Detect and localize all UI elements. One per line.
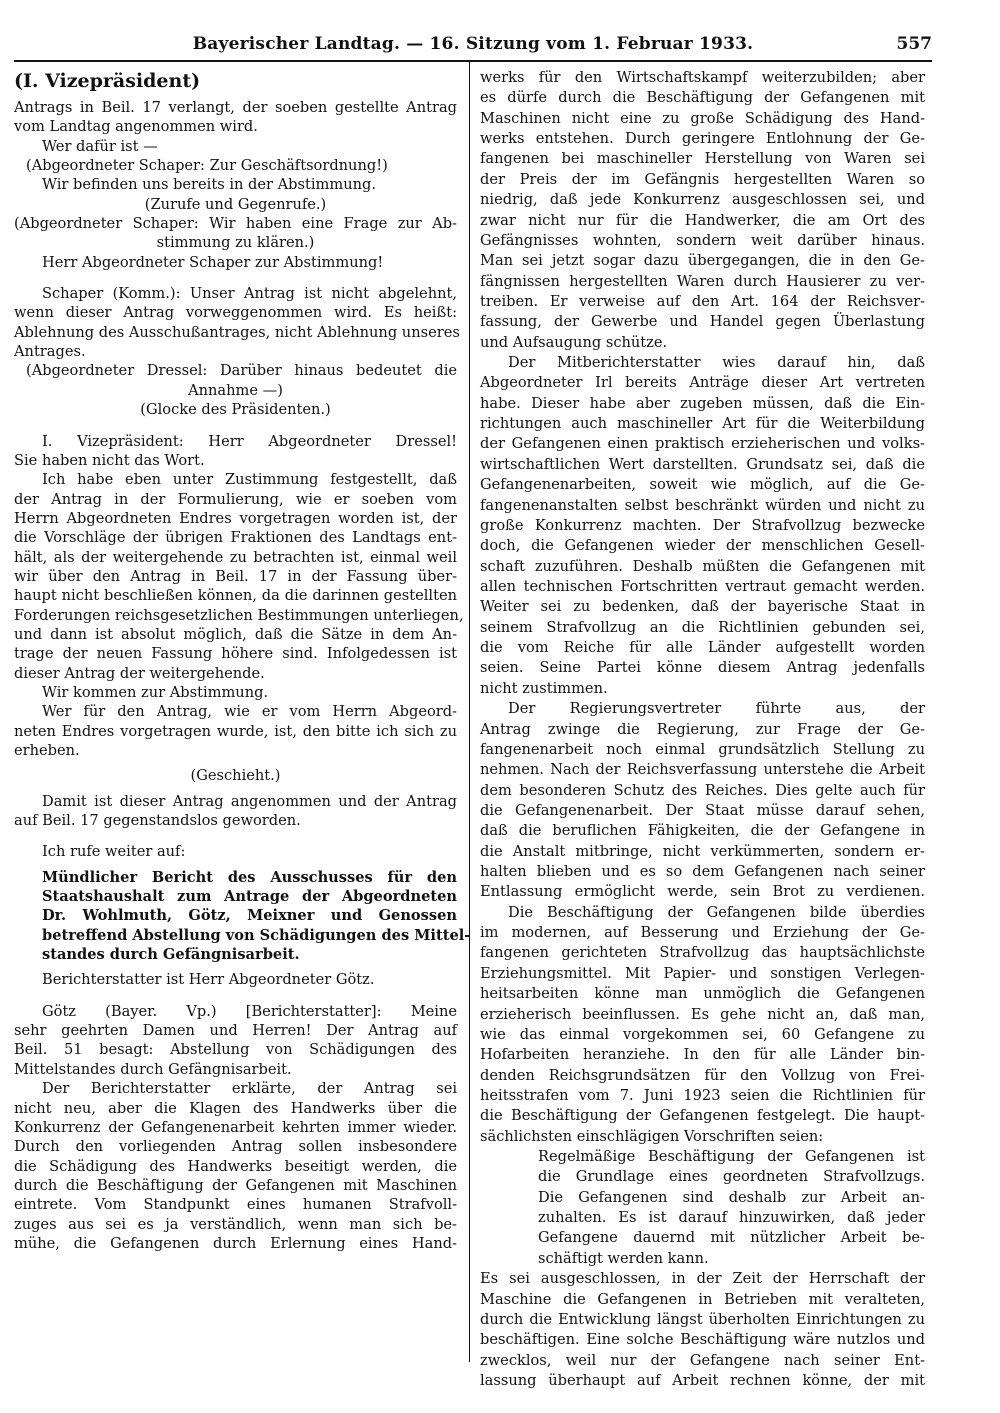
interjection: (Abgeordneter Dressel: Darüber hinaus bedeutet die [26, 362, 457, 380]
agenda-title: Dr. Wohlmuth, Götz, Meixner und Genossen [42, 907, 457, 925]
text-line: Herrn Abgeordneten Endres vorgetragen worden ist, der [14, 509, 457, 527]
text-line: Herr Abgeordneter Schaper zur Abstimmung! [42, 253, 384, 271]
text-line: wenn dieser Antrag vorweggenommen wird. Es heißt: [14, 304, 457, 322]
text-line: und Aufsaugung schütze. [480, 333, 668, 351]
text-line: Erziehungsmittel. Mit Papier- und sonstigen Verlegen- [480, 964, 925, 982]
text-line: Der Mitberichterstatter wies darauf hin, daß [508, 354, 925, 372]
text-line: Der Berichterstatter erklärte, der Antrag sei [42, 1080, 457, 1098]
text-line: Wir befinden uns bereits in der Abstimmung. [42, 176, 376, 194]
text-line: erzieherisch beeinflussen. Es gehe nicht an, daß man, [480, 1005, 925, 1023]
text-line: auf Beil. 17 gegenstandslos geworden. [14, 812, 301, 830]
text-line: fangenen bei maschineller Herstellung von Waren sei [480, 150, 925, 168]
quoted-rule: Gefangene dauernd mit nützlicher Arbeit be- [538, 1229, 925, 1247]
text-line: Gefängnisses wohnten, sondern weit darüber hinaus. [480, 231, 925, 249]
text-line: Maschine die Gefangenen in Betrieben mit veralteten, [480, 1290, 925, 1308]
quoted-rule: die Grundlage eines geordneten Strafvollzugs. [538, 1168, 925, 1186]
agenda-title: Mündlicher Bericht des Ausschusses für den [42, 868, 457, 886]
text-line: sehr geehrten Damen und Herren! Der Antrag auf [14, 1022, 457, 1040]
text-line: denden Reichsgrundsätzen für den Vollzug von Frei- [480, 1066, 925, 1084]
text-line: Ablehnung des Ausschußantrages, nicht Ablehnung unseres [14, 323, 460, 341]
text-line: fängnissen hergestellten Waren durch Hausierer zu ver- [480, 272, 925, 290]
speaker-line: I. Vizepräsident: Herr Abgeordneter Dressel! [42, 432, 457, 450]
interjection: (Abgeordneter Schaper: Zur Geschäftsordnung!) [26, 157, 388, 175]
text-line: heitsarbeiten könne man unmöglich die Gefangenen [480, 985, 925, 1003]
text-line: halten blieben und es so dem Gefangenen nach seiner [480, 863, 925, 881]
column-divider [469, 62, 470, 1362]
text-line: Ich rufe weiter auf: [42, 843, 186, 861]
text-line: Es sei ausgeschlossen, in der Zeit der Herrschaft der [480, 1270, 925, 1288]
running-title: Bayerischer Landtag. — 16. Sitzung vom 1. Februar 1933. [192, 34, 754, 54]
agenda-title: betreffend Abstellung von Schädigungen des Mittel- [42, 926, 471, 944]
interjection: Annahme —) [188, 381, 283, 399]
text-line: sächlichsten einschlägigen Vorschriften seien: [480, 1127, 824, 1145]
text-line: Sie haben nicht das Wort. [14, 451, 205, 469]
text-line: Maschinen nicht eine zu große Schädigung des Hand- [480, 109, 925, 127]
interjection: (Geschieht.) [190, 767, 281, 785]
right-column [480, 68, 925, 1389]
text-line: fangenenanstalten selbst beschränkt würden und nicht zu [480, 496, 925, 514]
text-line: die Anstalt mitbringe, nicht verkümmerten, sondern er- [480, 842, 925, 860]
interjection: (Abgeordneter Schaper: Wir haben eine Frage zur Ab- [14, 215, 457, 233]
text-line: heitsstrafen vom 7. Juni 1923 seien die Richtlinien für [480, 1086, 925, 1104]
text-line: durch die Entwicklung längst überholten Einrichtungen zu [480, 1310, 925, 1328]
text-line: der Antrag in der Formulierung, wie er soeben vom [14, 490, 457, 508]
text-line: Berichterstatter ist Herr Abgeordneter Götz. [42, 971, 375, 989]
text-line: und dann ist absolut möglich, daß die Sätze in dem An- [14, 625, 457, 643]
quoted-rule: Regelmäßige Beschäftigung der Gefangenen ist [538, 1148, 925, 1166]
text-line: wir über den Antrag in Beil. 17 in der Fassung über- [14, 567, 457, 585]
text-line: daß die beruflichen Fähigkeiten, die der Gefangene in [480, 822, 925, 840]
text-line: die Vorschläge der übrigen Fraktionen des Landtags ent- [14, 529, 457, 547]
text-line: Wer für den Antrag, wie er vom Herrn Abgeord- [42, 703, 457, 721]
text-line: Die Beschäftigung der Gefangenen bilde überdies [508, 903, 925, 921]
speaker-line: Schaper (Komm.): Unser Antrag ist nicht abgelehnt, [42, 285, 457, 303]
text-line: seien. Seine Partei könne diesem Antrag jedenfalls [480, 659, 925, 677]
left-column [14, 68, 471, 1368]
text-line: Abgeordneter Irl bereits Anträge dieser Art vertreten [480, 374, 925, 392]
text-line: fangenenarbeit noch einmal grundsätzlich Stellung zu [480, 740, 925, 758]
text-line: seinem Strafvollzug an die Richtlinien gebunden sei, [480, 618, 925, 636]
text-line: werks entstehen. Durch geringere Entlohnung der Ge- [480, 130, 925, 148]
text-line: Antrages. [14, 343, 86, 361]
text-line: neten Endres vorgetragen wurde, ist, den bitte ich sich zu [14, 722, 457, 740]
text-line: nehmen. Nach der Reichsverfassung unterstehe die Arbeit [480, 761, 925, 779]
section-heading: (I. Vizepräsident) [14, 70, 201, 92]
text-line: Ich habe eben unter Zustimmung festgestellt, daß [42, 471, 457, 489]
text-line: trage der neuen Fassung höhere sind. Infolgedessen ist [14, 645, 457, 663]
text-line: Antrag zwinge die Regierung, zur Frage der Ge- [480, 720, 925, 738]
text-line: zuges aus sei es ja verständlich, wenn man sich be- [14, 1215, 457, 1233]
text-line: große Konkurrenz machten. Der Strafvollzug bezwecke [480, 516, 925, 534]
text-line: mühe, die Gefangenen durch Erlernung eines Hand- [14, 1234, 457, 1252]
text-line: nicht neu, aber die Klagen des Handwerks über die [14, 1099, 457, 1117]
text-line: die Beschäftigung der Gefangenen festgelegt. Die haupt- [480, 1107, 925, 1125]
agenda-title: Staatshaushalt zum Antrage der Abgeordneten [42, 888, 457, 906]
text-line: vom Landtag angenommen wird. [14, 118, 258, 136]
text-line: richtungen auch maschineller Art für die Weiterbildung [480, 415, 925, 433]
interjection: (Glocke des Präsidenten.) [140, 401, 331, 419]
text-line: haupt nicht beschließen können, da die darinnen gestellten [14, 587, 457, 605]
text-line: treiben. Er verweise auf den Art. 164 der Reichsver- [480, 292, 925, 310]
text-line: dem besonderen Schutz des Reiches. Dies gelte auch für [480, 781, 925, 799]
text-line: hält, als der weitergehende zu betrachten ist, einmal weil [14, 548, 457, 566]
text-line: Weiter sei zu bedenken, daß der bayerische Staat in [480, 598, 925, 616]
text-line: durch die Beschäftigung der Gefangenen mit Maschinen [14, 1176, 457, 1194]
text-line: Durch den vorliegenden Antrag sollen insbesondere [14, 1138, 457, 1156]
agenda-title: standes durch Gefängnisarbeit. [42, 946, 300, 964]
text-line: die vom Reiche für alle Länder aufgestellt worden [480, 639, 925, 657]
text-line: beschäftigen. Eine solche Beschäftigung wäre nutzlos und [480, 1331, 925, 1349]
text-line: Hofarbeiten heranziehe. In den für alle Länder bin- [480, 1046, 925, 1064]
text-line: habe. Dieser habe aber zugeben müssen, daß die Ein- [480, 394, 925, 412]
text-line: nicht zustimmen. [480, 679, 608, 697]
text-line: die Schädigung des Handwerks beseitigt werden, die [14, 1157, 457, 1175]
quoted-rule: Die Gefangenen sind deshalb zur Arbeit an- [538, 1188, 925, 1206]
text-line: Antrags in Beil. 17 verlangt, der soeben gestellte Antrag [14, 99, 457, 116]
text-line: wie das einmal vorgekommen sei, 60 Gefangene zu [480, 1025, 925, 1043]
text-line: zwecklos, weil nur der Gefangene nach seiner Ent- [480, 1351, 925, 1369]
quoted-rule: schäftigt werden kann. [538, 1249, 709, 1267]
text-line: Wir kommen zur Abstimmung. [42, 683, 269, 701]
text-line: zwar nicht nur für die Handwerker, die am Ort des [480, 211, 925, 229]
text-line: lassung überhaupt auf Arbeit rechnen könne, der mit [480, 1372, 925, 1389]
interjection: (Zurufe und Gegenrufe.) [144, 195, 327, 213]
text-line: dieser Antrag der weitergehende. [14, 664, 265, 682]
text-line: Beil. 51 besagt: Abstellung von Schädigungen des [14, 1041, 457, 1059]
text-line: doch, die Gefangenen wieder der menschlichen Gesell- [480, 537, 925, 555]
text-line: niedrig, daß jede Konkurrenz ausgeschlossen sei, und [480, 191, 925, 209]
text-line: Der Regierungsvertreter führte aus, der [508, 700, 925, 718]
interjection: stimmung zu klären.) [156, 234, 315, 252]
quoted-rule: zuhalten. Es ist darauf hinzuwirken, daß jeder [538, 1209, 925, 1227]
page-number: 557 [896, 34, 932, 54]
speaker-line: Götz (Bayer. Vp.) [Berichterstatter]: Meine [42, 1002, 457, 1020]
text-line: Entlassung ermöglicht werde, sein Brot zu verdienen. [480, 883, 925, 901]
text-line: fangenen gerichteten Strafvollzug das hauptsächlichste [480, 944, 925, 962]
text-line: allen technischen Fortschritten vertraut gemacht werden. [480, 577, 925, 595]
text-line: eintrete. Vom Standpunkt eines humanen Strafvoll- [14, 1196, 457, 1214]
text-line: die Gefangenenarbeit. Der Staat müsse darauf sehen, [480, 801, 925, 819]
text-line: Gefangenenarbeiten, soweit wie möglich, auf die Ge- [480, 476, 925, 494]
text-line: Konkurrenz der Gefangenenarbeit kehrten immer wieder. [14, 1118, 457, 1136]
text-line: der Preis der im Gefängnis hergestellten Waren so [480, 170, 925, 188]
text-line: Mittelstandes durch Gefängnisarbeit. [14, 1060, 292, 1078]
text-line: Damit ist dieser Antrag angenommen und der Antrag [42, 792, 457, 810]
text-line: im modernen, auf Besserung und Erziehung der Ge- [480, 924, 925, 942]
text-line: werks für den Wirtschaftskampf weiterzubilden; aber [480, 69, 925, 86]
text-line: es dürfe durch die Beschäftigung der Gefangenen mit [480, 89, 925, 107]
text-line: Wer dafür ist — [42, 137, 158, 155]
text-line: der Gefangenen einen praktisch erzieherischen und volks- [480, 435, 925, 453]
text-line: Forderungen reichsgesetzlichen Bestimmungen unterliegen, [14, 606, 464, 624]
text-line: fassung, der Gewerbe und Handel gegen Überlastung [480, 313, 925, 331]
text-line: Man sei jetzt sogar dazu übergegangen, die in den Ge- [480, 252, 925, 270]
text-line: wirtschaftlichen Wert darstellten. Grundsatz sei, daß die [480, 455, 925, 473]
page-header [14, 34, 932, 62]
text-line: schaft zuzuführen. Deshalb müßten die Gefangenen mit [480, 557, 925, 575]
text-line: erheben. [14, 742, 80, 759]
